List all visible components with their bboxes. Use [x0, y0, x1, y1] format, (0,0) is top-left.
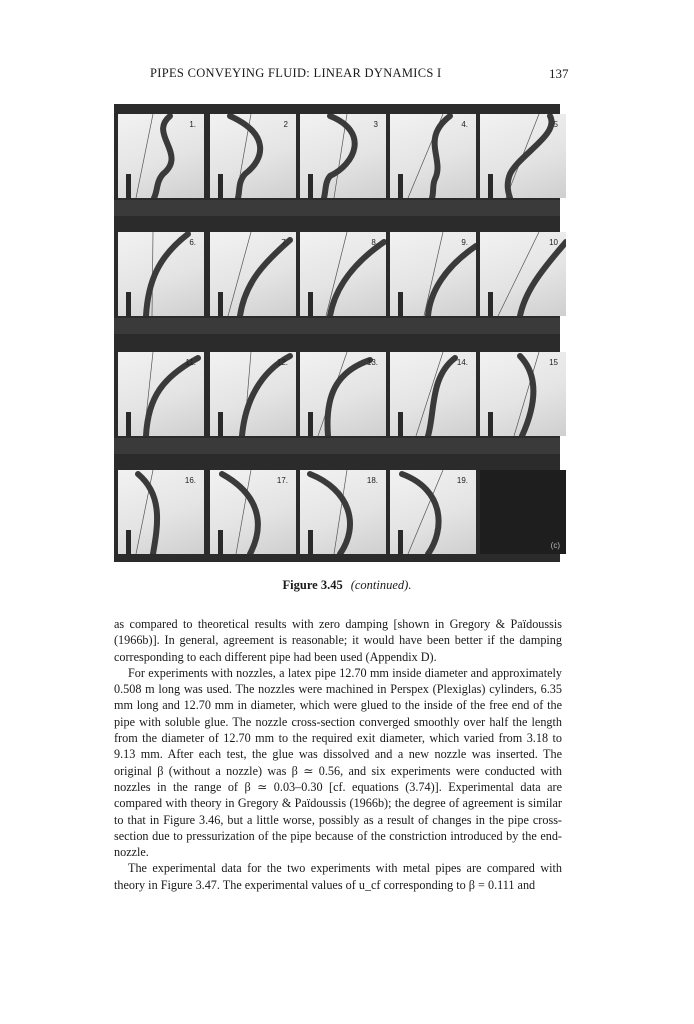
reference-line	[424, 232, 443, 316]
frame-number: 9.	[461, 238, 468, 247]
film-strip-divider	[114, 438, 560, 454]
support-post	[126, 530, 131, 554]
pipe-curve	[230, 116, 260, 198]
frame-number: 2	[283, 120, 288, 129]
photo-frame	[480, 114, 566, 198]
frame-number: 8.	[371, 238, 378, 247]
frame-number: 15	[549, 358, 558, 367]
frame-number: 12.	[276, 358, 288, 367]
pipe-curve	[310, 474, 350, 554]
support-post	[398, 530, 403, 554]
support-post	[308, 174, 313, 198]
reference-line	[136, 114, 153, 198]
photo-frame	[300, 352, 386, 436]
support-post	[488, 292, 493, 316]
pipe-curve	[327, 360, 370, 436]
support-post	[398, 292, 403, 316]
photo-frame	[118, 114, 204, 198]
photo-frame	[300, 470, 386, 554]
support-post	[126, 174, 131, 198]
support-post	[398, 174, 403, 198]
frame-number: 19.	[456, 476, 468, 485]
support-post	[218, 412, 223, 436]
photo-frame	[480, 232, 566, 316]
photo-frame	[480, 352, 566, 436]
pipe-curve	[324, 116, 355, 198]
running-header	[0, 66, 694, 86]
frame-number: 16.	[184, 476, 196, 485]
photo-frame	[210, 470, 296, 554]
figure-photo-grid	[114, 104, 560, 562]
photo-frame	[390, 114, 476, 198]
photo-frame	[210, 114, 296, 198]
photo-frame	[118, 352, 204, 436]
support-post	[308, 530, 313, 554]
support-post	[488, 174, 493, 198]
pipe-curve	[520, 356, 533, 436]
photo-frame	[210, 232, 296, 316]
photo-frame	[300, 114, 386, 198]
figure-panel-label	[480, 470, 566, 554]
support-post	[218, 174, 223, 198]
reference-line	[326, 232, 347, 316]
photo-frame	[300, 232, 386, 316]
pipe-curve	[138, 474, 157, 554]
frame-number: 11.	[185, 358, 196, 367]
film-strip-divider	[114, 200, 560, 216]
figure-caption	[0, 578, 694, 593]
photo-frame	[390, 232, 476, 316]
support-post	[488, 412, 493, 436]
support-post	[126, 292, 131, 316]
paragraph: as compared to theoretical results with zero damping [shown in Gregory & Païdoussis (1966b)]. In general, agreement is reasonable; it would have been better if the damping corresponding to each different pipe had been used (Appendix D).	[114, 617, 562, 664]
paragraph: The experimental data for the two experiments with metal pipes are compared with theory in Figure 3.47. The experimental values of u_cf corresponding to β = 0.111 and	[114, 861, 562, 892]
page-number: 137	[549, 66, 569, 81]
pipe-curve	[240, 240, 290, 316]
photo-frame	[118, 470, 204, 554]
pipe-curve	[402, 474, 439, 554]
pipe-curve	[520, 242, 566, 316]
frame-number: 1.	[189, 120, 196, 129]
pipe-curve	[222, 474, 258, 554]
pipe-curve	[432, 116, 450, 198]
caption-continued: (continued).	[350, 578, 412, 592]
pipe-curve	[242, 356, 290, 436]
pipe-curve	[330, 242, 384, 316]
support-post	[398, 412, 403, 436]
pipe-curve	[154, 116, 172, 198]
support-post	[308, 292, 313, 316]
frame-number: 14.	[456, 358, 468, 367]
pipe-curve	[428, 358, 455, 436]
pipe-curve	[428, 246, 476, 316]
frame-number: 7.	[281, 238, 288, 247]
pipe-curve	[146, 358, 198, 436]
running-title: PIPES CONVEYING FLUID: LINEAR DYNAMICS I	[150, 66, 442, 80]
photo-frame	[390, 470, 476, 554]
reference-line	[228, 232, 251, 316]
caption-label: Figure 3.45	[282, 578, 343, 592]
film-strip-divider	[114, 318, 560, 334]
frame-number: 13.	[366, 358, 378, 367]
frame-number: 10	[549, 238, 558, 247]
reference-line	[498, 232, 539, 316]
frame-number: 6.	[189, 238, 196, 247]
frame-number: 3	[373, 120, 378, 129]
support-post	[218, 292, 223, 316]
photo-frame	[118, 232, 204, 316]
frame-number: 4.	[461, 120, 468, 129]
paragraph: For experiments with nozzles, a latex pipe 12.70 mm inside diameter and approximately 0.508 m long was used. The nozzles were machined in Perspex (Plexiglas) cylinders, 6.35 mm long and 12.70 mm in diameter, which were glued to the inside of the free end of the pipe with soluble glue. The nozzle cross-section converged smoothly over half the length from the diameter of 12.70 mm to the required exit diameter, which varied from 3.18 to 9.13 mm. After each test, the glue was dissolved and a new nozzle was inserted. The original β (without a nozzle) was β ≃ 0.56, and six experiments were conducted with nozzles in the range of β ≃ 0.03–0.30 [cf. equations (3.74)]. Experimental data are compared with theory in Gregory & Païdoussis (1966b); the degree of agreement is similar to that in Figure 3.46, but a little worse, possibly as a result of changes in the pipe cross-section due to pressurization of the pipe because of the constriction introduced by the end-nozzle.	[114, 665, 562, 860]
support-post	[218, 530, 223, 554]
pipe-curve	[508, 116, 552, 198]
frame-number: 18.	[366, 476, 378, 485]
support-post	[126, 412, 131, 436]
frame-number: (c)	[550, 541, 560, 550]
support-post	[308, 412, 313, 436]
photo-frame	[390, 352, 476, 436]
photo-frame	[210, 352, 296, 436]
frame-number: 17.	[276, 476, 288, 485]
body-text	[114, 616, 562, 893]
frame-number: 5	[553, 120, 558, 129]
